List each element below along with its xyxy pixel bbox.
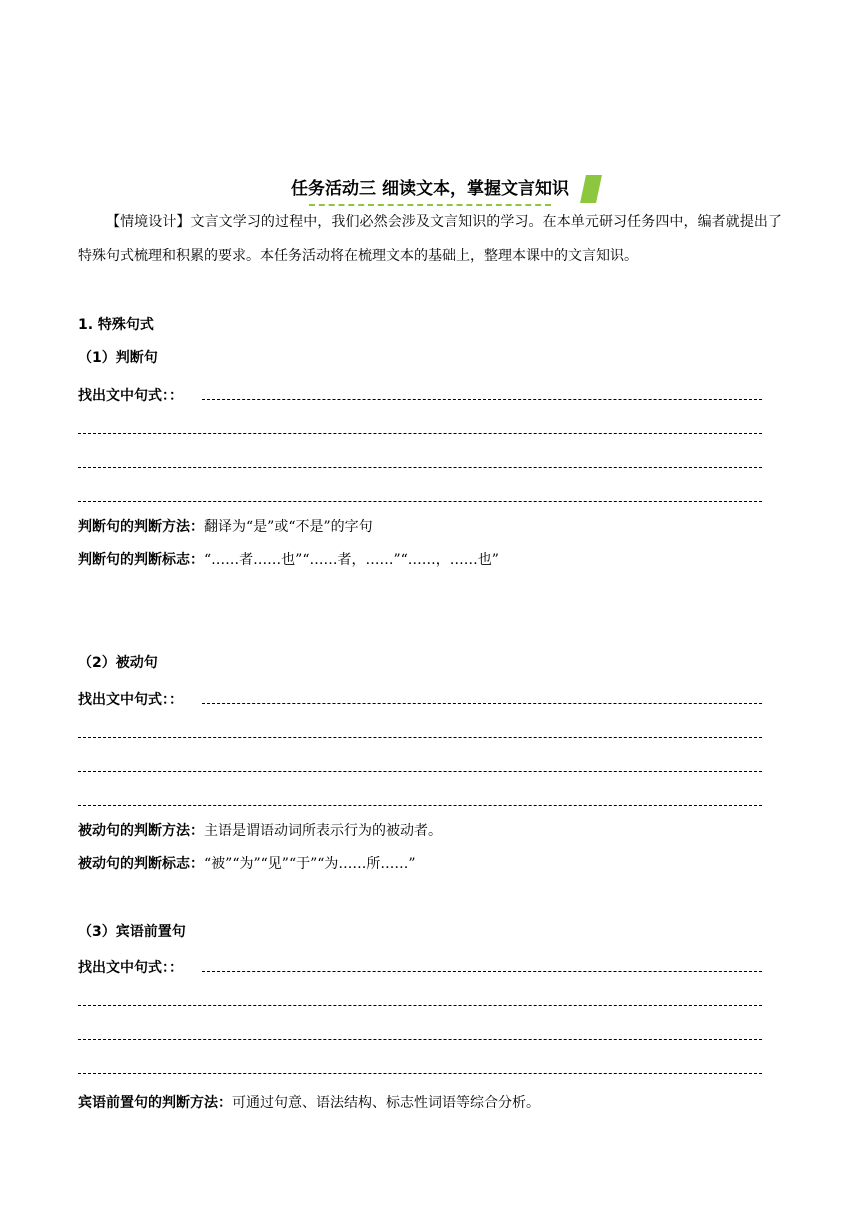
subsection-heading-judgment: （1）判断句 bbox=[78, 350, 158, 366]
answer-line[interactable] bbox=[78, 690, 762, 710]
passive-mark bbox=[78, 854, 416, 875]
section-heading: 1. 特殊句式 bbox=[78, 317, 154, 333]
passive-method bbox=[78, 821, 442, 842]
page-title bbox=[283, 170, 577, 206]
answer-line[interactable] bbox=[78, 792, 762, 812]
method-label: 判断句的判断方法： bbox=[78, 519, 204, 535]
dashed-blank bbox=[78, 433, 762, 434]
dashed-blank bbox=[78, 501, 762, 502]
subsection-heading-object-preposing: （3）宾语前置句 bbox=[78, 924, 186, 940]
method-label: 宾语前置句的判断方法： bbox=[78, 1095, 232, 1111]
answer-line[interactable] bbox=[78, 758, 762, 778]
answer-line[interactable] bbox=[78, 1026, 762, 1046]
intro-text: 【情境设计】文言文学习的过程中，我们必然会涉及文言知识的学习。在本单元研习任务四中，编者就提出了特殊句式梳理和积累的要求。本任务活动将在梳理文本的基础上，整理本课中的文言知识。 bbox=[78, 214, 782, 264]
answer-line[interactable] bbox=[78, 1060, 762, 1080]
find-sentence-label: 找出文中句式：： bbox=[78, 692, 183, 708]
dashed-blank bbox=[78, 737, 762, 738]
dashed-blank bbox=[202, 971, 762, 972]
dashed-blank bbox=[78, 467, 762, 468]
mark-value: “被”“为”“见”“于”“为……所……” bbox=[204, 856, 416, 872]
judgment-mark bbox=[78, 550, 499, 571]
dashed-blank bbox=[202, 399, 762, 400]
dashed-blank bbox=[78, 1005, 762, 1006]
answer-line[interactable] bbox=[78, 958, 762, 978]
mark-label: 判断句的判断标志： bbox=[78, 552, 204, 568]
method-value: 可通过句意、语法结构、标志性词语等综合分析。 bbox=[232, 1095, 540, 1111]
dashed-blank bbox=[78, 805, 762, 806]
dashed-blank bbox=[78, 771, 762, 772]
answer-line[interactable] bbox=[78, 386, 762, 406]
mark-label: 被动句的判断标志： bbox=[78, 856, 204, 872]
find-sentence-label: 找出文中句式：： bbox=[78, 388, 183, 404]
answer-line[interactable] bbox=[78, 992, 762, 1012]
intro-paragraph bbox=[78, 205, 782, 273]
dashed-blank bbox=[78, 1039, 762, 1040]
answer-line[interactable] bbox=[78, 724, 762, 744]
object-preposing-method bbox=[78, 1093, 540, 1114]
subsection-heading-passive: （2）被动句 bbox=[78, 655, 158, 671]
answer-line[interactable] bbox=[78, 420, 762, 440]
method-label: 被动句的判断方法： bbox=[78, 823, 204, 839]
mark-value: “……者……也”“……者，……”“……，……也” bbox=[204, 552, 499, 568]
judgment-method bbox=[78, 517, 373, 538]
answer-line[interactable] bbox=[78, 454, 762, 474]
method-value: 主语是谓语动词所表示行为的被动者。 bbox=[204, 823, 442, 839]
green-tag-icon bbox=[580, 175, 602, 203]
dashed-blank bbox=[202, 703, 762, 704]
dashed-blank bbox=[78, 1073, 762, 1074]
find-sentence-label: 找出文中句式：： bbox=[78, 960, 183, 976]
answer-line[interactable] bbox=[78, 488, 762, 508]
method-value: 翻译为“是”或“不是”的字句 bbox=[204, 519, 373, 535]
page-title-text: 任务活动三 细读文本，掌握文言知识 bbox=[291, 179, 569, 199]
title-area bbox=[0, 170, 860, 210]
